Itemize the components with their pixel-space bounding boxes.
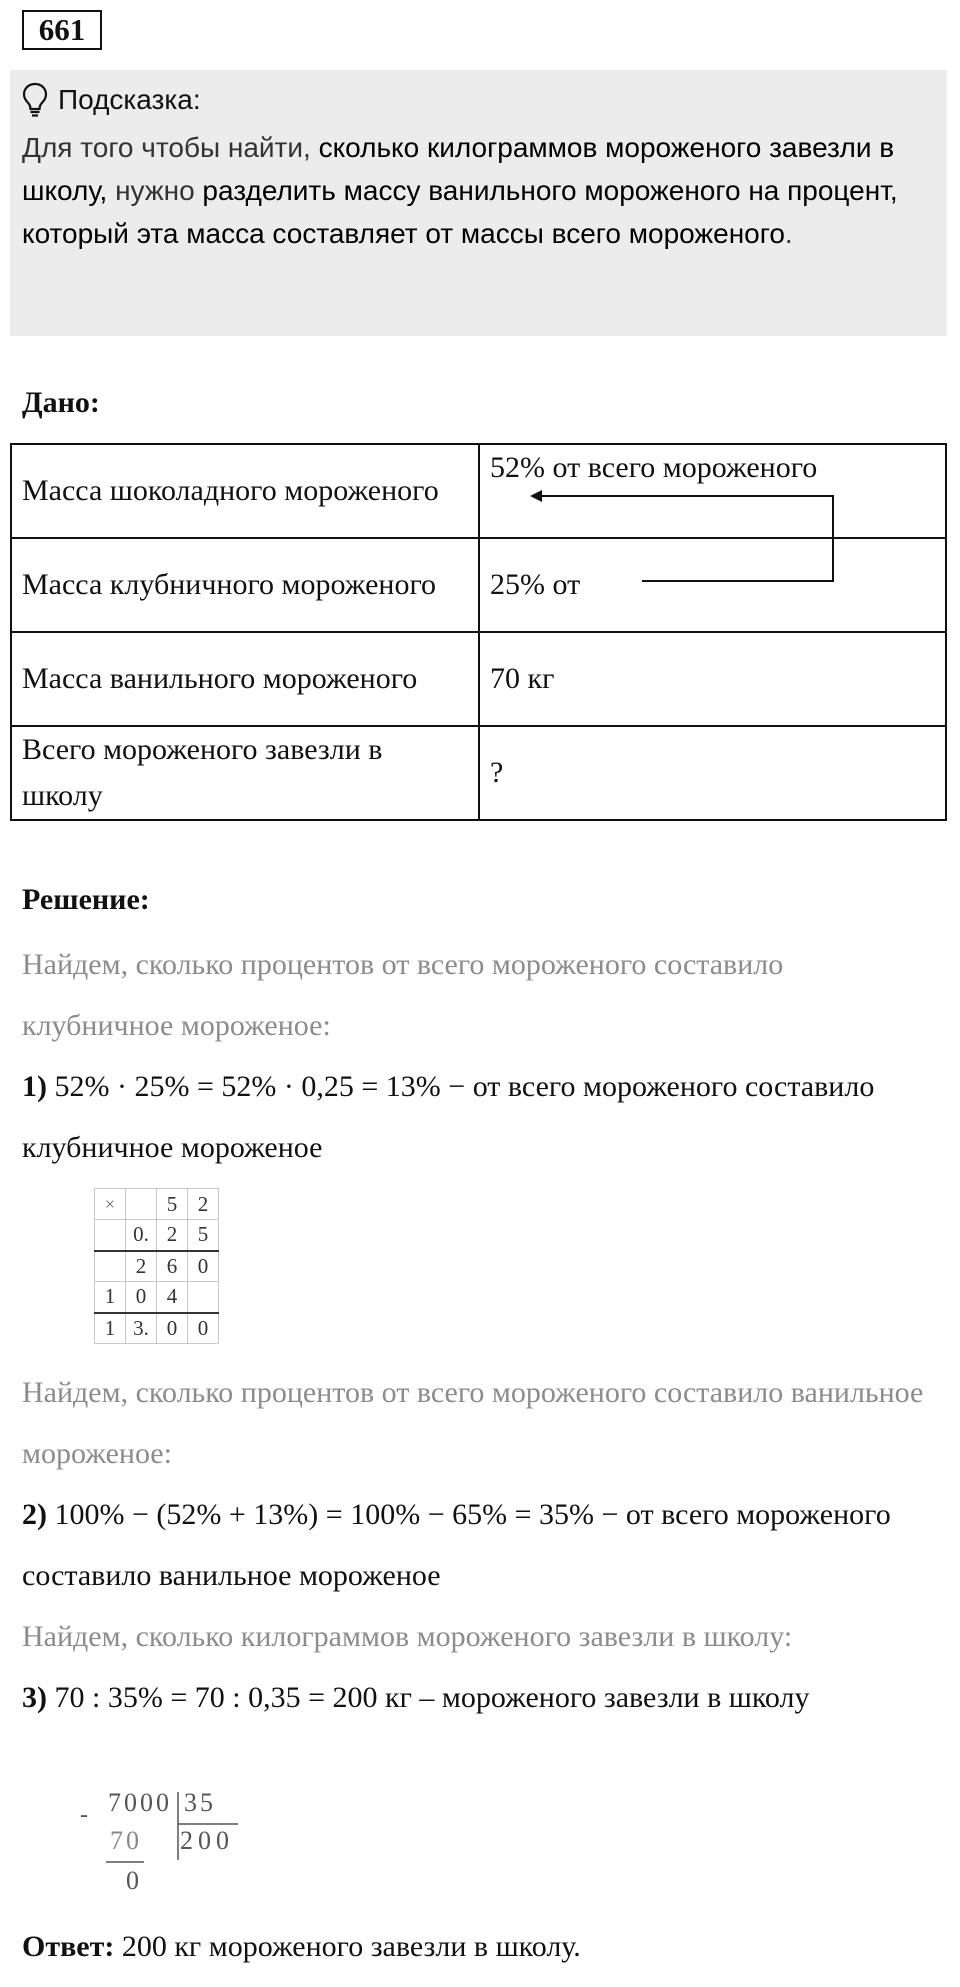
multiplication-column	[94, 1188, 219, 1344]
division-lines	[80, 1788, 250, 1908]
mult-row	[95, 1282, 219, 1313]
mult-cell: 0	[157, 1313, 188, 1344]
mult-cell	[188, 1282, 219, 1313]
task-number: 661	[22, 10, 102, 50]
solution-heading: Решение:	[22, 883, 150, 916]
mult-row	[95, 1251, 219, 1282]
mult-cell: 0.	[126, 1220, 157, 1251]
division-subtract: 70	[110, 1826, 142, 1855]
given-name: Масса ванильного мороженого	[11, 632, 479, 726]
reference-arrow	[0, 0, 960, 700]
mult-cell: 0	[188, 1251, 219, 1282]
mult-cell: 4	[157, 1282, 188, 1313]
step3-number: 3)	[22, 1681, 47, 1714]
mult-cell: 0	[188, 1313, 219, 1344]
answer-label: Ответ:	[22, 1930, 115, 1963]
hint-text-part: нужно	[107, 175, 203, 206]
mult-cell: 6	[157, 1251, 188, 1282]
long-division	[80, 1788, 250, 1908]
given-name: Масса шоколадного мороженого	[11, 444, 479, 538]
mult-cell	[95, 1251, 126, 1282]
answer-text: 200 кг мороженого завезли в школу.	[114, 1930, 581, 1963]
division-remainder: 0	[126, 1866, 139, 1895]
mult-cell: 0	[126, 1282, 157, 1313]
mult-cell: 3.	[126, 1313, 157, 1344]
step2-text: 100% − (52% + 13%) = 100% − 65% = 35% − от всего мороженого составило ванильное мороженое	[22, 1498, 891, 1592]
step1-number: 1)	[22, 1070, 47, 1103]
step3-intro: Найдем, сколько килограммов мороженого завезли в школу:	[22, 1620, 793, 1653]
mult-cell: 2	[126, 1251, 157, 1282]
mult-row	[95, 1313, 219, 1344]
division-minus: -	[80, 1802, 88, 1828]
step3-line	[22, 1667, 942, 1728]
division-quotient: 200	[180, 1826, 234, 1855]
mult-cell: 1	[95, 1282, 126, 1313]
step3-text: 70 : 35% = 70 : 0,35 = 200 кг – мороженого завезли в школу	[47, 1681, 810, 1714]
hint-text-bold: разделить массу ванильного мороженого на процент, который эта масса составляет от массы всего мороженого	[22, 175, 898, 249]
mult-cell: 5	[188, 1220, 219, 1251]
hint-text-bold: сколько килограммов мороженого завезли в школу,	[22, 132, 895, 206]
mult-cell	[95, 1220, 126, 1251]
mult-cell: ×	[95, 1189, 126, 1220]
given-name: Масса клубничного мороженого	[11, 538, 479, 632]
mult-cell: 2	[188, 1189, 219, 1220]
given-value: 70 кг	[479, 632, 946, 726]
answer	[22, 1925, 581, 1969]
given-name: Всего мороженого завезли в школу	[11, 726, 479, 820]
division-divisor: 35	[184, 1788, 216, 1817]
step2-line	[22, 1484, 942, 1606]
given-value: ?	[479, 726, 946, 820]
hint-text-part: Для того чтобы найти,	[22, 132, 319, 163]
given-value: 25% от	[479, 538, 946, 632]
hint-text-part: .	[784, 218, 793, 249]
given-heading: Дано:	[22, 386, 100, 419]
step1-line	[22, 1056, 942, 1178]
step1-intro: Найдем, сколько процентов от всего мороженого составило клубничное мороженое:	[22, 948, 784, 1042]
table-row	[11, 726, 946, 820]
step1-text: 52% · 25% = 52% · 0,25 = 13% − от всего мороженого составило клубничное мороженое	[22, 1070, 875, 1164]
mult-cell: 2	[157, 1220, 188, 1251]
step2-number: 2)	[22, 1498, 47, 1531]
mult-row	[95, 1220, 219, 1251]
hint-title-text: Подсказка:	[58, 84, 201, 115]
division-dividend: 7000	[108, 1788, 172, 1817]
mult-cell: 5	[157, 1189, 188, 1220]
mult-cell	[126, 1189, 157, 1220]
given-value: 52% от всего мороженого	[479, 444, 946, 538]
mult-cell: 1	[95, 1313, 126, 1344]
mult-row	[95, 1189, 219, 1220]
step2-intro: Найдем, сколько процентов от всего мороженого составило ванильное мороженое:	[22, 1376, 924, 1470]
